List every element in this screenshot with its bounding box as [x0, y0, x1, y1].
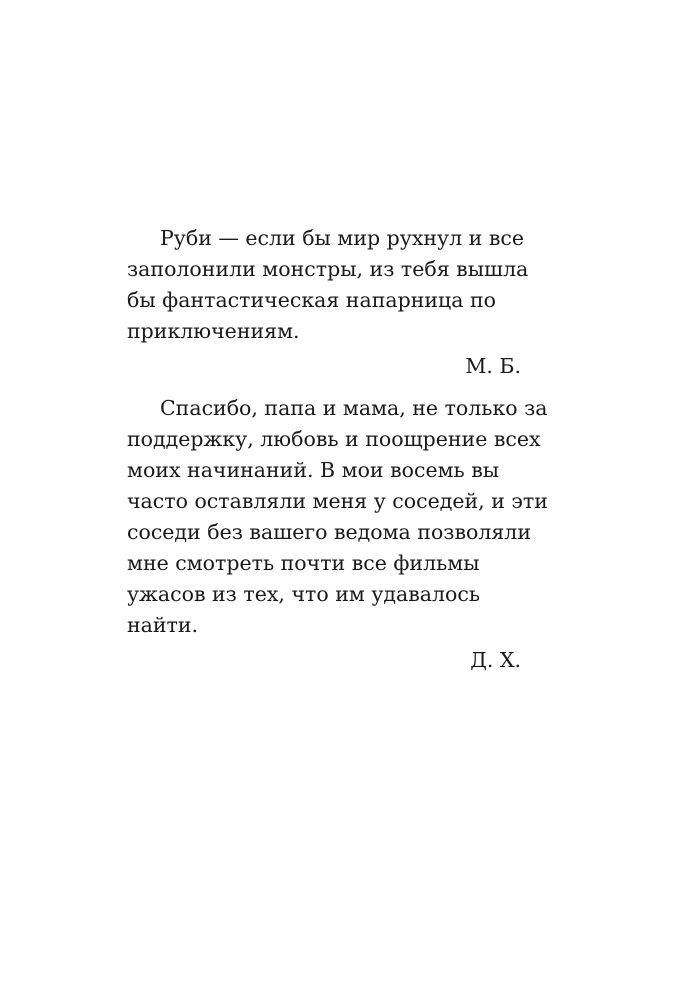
dedication-line: ужасов из тех, что им удавалось	[127, 582, 481, 606]
dedication-line: часто оставляли меня у соседей, и эти	[127, 489, 548, 513]
dedication-line: найти.	[127, 613, 199, 637]
dedication-signature: Д. Х.	[470, 648, 521, 672]
dedication-dh	[127, 393, 548, 676]
dedication-mb	[127, 223, 527, 382]
dedication-line: моих начинаний. В мои восемь вы	[127, 458, 500, 482]
dedication-line: Спасибо, папа и мама, не только за	[160, 396, 548, 420]
dedication-line: Руби — если бы мир рухнул и все	[160, 226, 524, 250]
dedication-line: поддержку, любовь и поощрение всех	[127, 427, 541, 451]
dedication-line: бы фантастическая напарница по	[127, 288, 496, 312]
dedication-line: приключениям.	[127, 319, 300, 343]
dedication-line: соседи без вашего ведома позволяли	[127, 520, 531, 544]
dedication-signature: М. Б.	[465, 354, 521, 378]
dedication-line: заполонили монстры, из тебя вышла	[127, 257, 529, 281]
dedication-line: мне смотреть почти все фильмы	[127, 551, 480, 575]
